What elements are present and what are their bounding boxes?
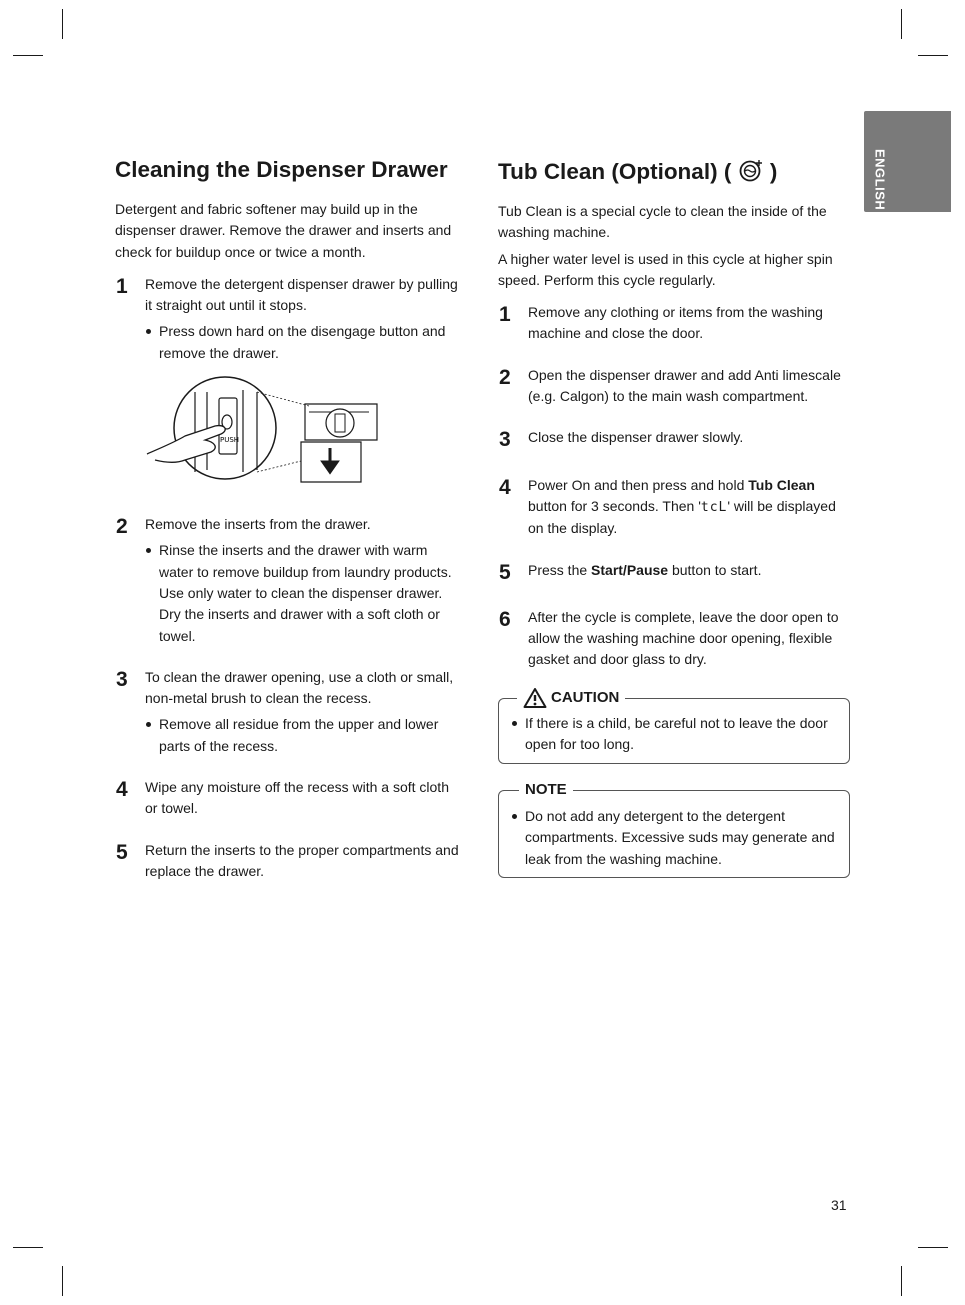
step-number: 3	[499, 428, 511, 452]
drawer-removal-illustration	[145, 376, 385, 488]
step-text-part: button to start.	[668, 561, 762, 578]
step-text-part: Power On and then press and hold	[528, 476, 749, 493]
step-text	[528, 475, 850, 540]
step-bullet: Press down hard on the disengage button and remove the drawer.	[145, 321, 465, 364]
push-label: PUSH	[220, 436, 240, 445]
step-5	[498, 560, 850, 584]
step-number: 5	[116, 840, 128, 864]
section-title	[498, 158, 850, 185]
language-tab-label: ENGLISH	[872, 149, 888, 211]
crop-mark	[13, 55, 43, 56]
crop-mark	[901, 1266, 902, 1296]
crop-mark	[901, 9, 902, 39]
tub-clean-section	[498, 158, 850, 671]
caution-item: If there is a child, be careful not to leave the door open for too long.	[511, 713, 841, 756]
step-number: 6	[499, 607, 511, 631]
step-4	[498, 475, 850, 540]
step-text: Return the inserts to the proper compartments and replace the drawer.	[145, 841, 459, 879]
step-text-part: button for 3 seconds. Then '	[528, 497, 701, 514]
step-text: Close the dispenser drawer slowly.	[528, 429, 744, 446]
language-tab	[864, 111, 951, 212]
step-number: 2	[116, 515, 128, 539]
warning-icon	[523, 687, 547, 709]
caution-box	[498, 689, 850, 764]
step-bullet: Remove all residue from the upper and lower parts of the recess.	[145, 714, 465, 757]
crop-mark	[62, 1266, 63, 1296]
display-code: tcL	[700, 499, 728, 515]
caution-title	[517, 687, 625, 709]
step-text: Remove any clothing or items from the washing machine and close the door.	[528, 304, 823, 342]
step-text-part: ' will be displayed on the display.	[528, 497, 836, 537]
step-text: Remove the inserts from the drawer.	[145, 516, 371, 533]
step-1	[115, 274, 465, 364]
dispenser-cleaning-section	[115, 156, 465, 882]
step-number: 4	[116, 778, 128, 802]
section-intro-2: A higher water level is used in this cycle at higher spin speed. Perform this cycle regularly.	[498, 250, 833, 288]
crop-mark	[918, 1247, 948, 1248]
drawer-illustration	[115, 376, 465, 504]
note-title	[519, 779, 573, 801]
step-1	[498, 302, 850, 345]
step-2	[115, 514, 465, 647]
tub-clean-button-label: Tub Clean	[748, 476, 815, 493]
section-title-close: )	[769, 159, 778, 184]
step-number: 1	[499, 303, 511, 327]
step-number: 4	[499, 475, 511, 499]
step-3	[115, 667, 465, 757]
start-pause-button-label: Start/Pause	[591, 561, 669, 578]
step-number: 5	[499, 560, 511, 584]
step-5	[115, 840, 465, 883]
page-number: 31	[831, 1197, 847, 1213]
step-3	[498, 427, 850, 452]
note-box	[498, 781, 850, 878]
tub-clean-icon	[738, 158, 764, 182]
note-title-text: NOTE	[525, 781, 567, 798]
section-title: Cleaning the Dispenser Drawer	[115, 157, 448, 182]
step-text: After the cycle is complete, leave the door open to allow the washing machine door opening, flexible gasket and door glass to dry.	[528, 608, 839, 668]
step-2	[498, 365, 850, 408]
step-text: Wipe any moisture off the recess with a soft cloth or towel.	[145, 779, 449, 817]
step-text: To clean the drawer opening, use a cloth or small, non-metal brush to clean the recess.	[145, 668, 454, 707]
step-text	[528, 560, 850, 581]
step-6	[498, 607, 850, 671]
step-number: 3	[116, 667, 128, 691]
step-number: 2	[499, 365, 511, 389]
crop-mark	[13, 1247, 43, 1248]
caution-title-text: CAUTION	[551, 689, 620, 706]
step-text: Open the dispenser drawer and add Anti limescale (e.g. Calgon) to the main wash compartment.	[528, 366, 841, 405]
step-text-part: Press the	[528, 561, 592, 578]
section-intro: Tub Clean is a special cycle to clean the inside of the washing machine.	[498, 203, 827, 241]
step-4	[115, 777, 465, 820]
crop-mark	[62, 9, 63, 39]
step-bullet: Rinse the inserts and the drawer with warm water to remove buildup from laundry products. Use only water to clean the dispenser drawer. Dry the inserts and drawer with a soft cloth or towel.	[145, 540, 465, 646]
section-intro: Detergent and fabric softener may build up in the dispenser drawer. Remove the drawer and inserts and check for buildup once or twice a month.	[115, 201, 452, 260]
note-item: Do not add any detergent to the detergent compartments. Excessive suds may generate and leak from the washing machine.	[511, 806, 841, 870]
step-number: 1	[116, 274, 128, 298]
section-title-text: Tub Clean (Optional) (	[498, 159, 732, 184]
step-text: Remove the detergent dispenser drawer by pulling it straight out until it stops.	[145, 275, 458, 314]
crop-mark	[918, 55, 948, 56]
